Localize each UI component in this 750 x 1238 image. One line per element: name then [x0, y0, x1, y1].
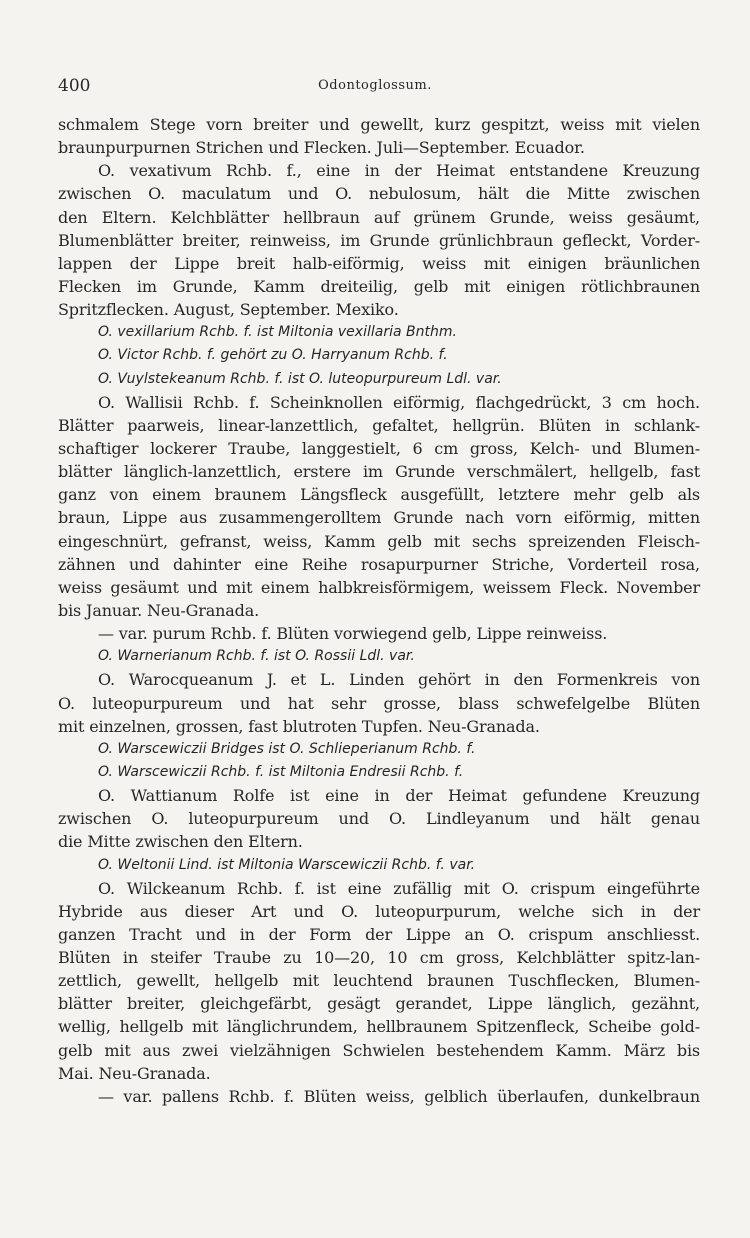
- text-line: — var. pallens Rchb. f. Blüten weiss, gelblich überlaufen, dunkelbraun: [98, 1086, 700, 1106]
- text-line: zettlich, gewellt, hellgelb mit leuchtend braunen Tuschflecken, Blumen-: [58, 971, 700, 991]
- text-line: gelb mit aus zwei vielzähnigen Schwielen bestehendem Kamm. März bis: [58, 1040, 700, 1060]
- text-line: weiss gesäumt und mit einem halbkreisförmigem, weissem Fleck. November: [58, 577, 700, 597]
- text-line: Blumenblätter breiter, reinweiss, im Grunde grünlichbraun gefleckt, Vorder-: [58, 230, 700, 250]
- text-line: schmalem Stege vorn breiter und gewellt, kurz gespitzt, weiss mit vielen: [58, 115, 700, 134]
- text-line: den Eltern. Kelchblätter hellbraun auf grünem Grunde, weiss gesäumt,: [58, 207, 700, 227]
- text-line: O. Wilckeanum Rchb. f. ist eine zufällig mit O. crispum eingeführte: [98, 878, 700, 898]
- text-line: mit einzelnen, grossen, fast blutroten Tupfen. Neu-Granada.: [58, 716, 540, 736]
- text-line: — var. purum Rchb. f. Blüten vorwiegend gelb, Lippe reinweiss.: [98, 624, 608, 644]
- text-line: Hybride aus dieser Art und O. luteopurpurum, welche sich in der: [58, 901, 700, 921]
- body-text: [58, 113, 700, 1108]
- text-line: schaftiger lockerer Traube, langgestielt, 6 cm gross, Kelch- und Blumen-: [58, 438, 700, 458]
- text-line: O. luteopurpureum und hat sehr grosse, blass schwefelgelbe Blüten: [58, 693, 700, 713]
- text-line: Flecken im Grunde, Kamm dreiteilig, gelb mit einigen rötlichbraunen: [58, 276, 700, 296]
- text-line: eingeschnürt, gefranst, weiss, Kamm gelb mit sechs spreizenden Fleisch-: [58, 531, 700, 551]
- text-line: zähnen und dahinter eine Reihe rosapurpurner Striche, Vorderteil rosa,: [58, 554, 700, 574]
- text-line: O. Warscewiczii Bridges ist O. Schlieperianum Rchb. f.: [98, 740, 476, 757]
- text-line: O. Warnerianum Rchb. f. ist O. Rossii Ldl. var.: [98, 648, 415, 665]
- text-line: O. vexativum Rchb. f., eine in der Heimat entstandene Kreuzung: [98, 161, 700, 181]
- text-line: O. vexillarium Rchb. f. ist Miltonia vexillaria Bnthm.: [98, 324, 457, 341]
- text-line: O. Victor Rchb. f. gehört zu O. Harryanum Rchb. f.: [98, 347, 448, 364]
- text-line: braun, Lippe aus zusammengerolltem Grunde nach vorn eiförmig, mitten: [58, 508, 700, 528]
- text-line: O. Warocqueanum J. et L. Linden gehört in den Formenkreis von: [98, 670, 700, 690]
- text-line: braunpurpurnen Strichen und Flecken. Juli—September. Ecuador.: [58, 138, 585, 158]
- text-line: ganzen Tracht und in der Form der Lippe an O. crispum anschliesst.: [58, 924, 700, 944]
- text-line: O. Wallisii Rchb. f. Scheinknollen eiförmig, flachgedrückt, 3 cm hoch.: [98, 392, 700, 412]
- text-line: O. Warscewiczii Rchb. f. ist Miltonia Endresii Rchb. f.: [98, 763, 464, 780]
- text-line: O. Vuylstekeanum Rchb. f. ist O. luteopurpureum Ldl. var.: [98, 370, 502, 387]
- text-line: zwischen O. maculatum und O. nebulosum, hält die Mitte zwischen: [58, 184, 700, 204]
- text-line: die Mitte zwischen den Eltern.: [58, 832, 303, 852]
- text-line: blätter breiter, gleichgefärbt, gesägt gerandet, Lippe länglich, gezähnt,: [58, 994, 700, 1014]
- text-line: O. Weltonii Lind. ist Miltonia Warscewiczii Rchb. f. var.: [98, 856, 476, 873]
- text-line: Spritzflecken. August, September. Mexiko.: [58, 300, 399, 320]
- text-line: wellig, hellgelb mit länglichrundem, hellbraunem Spitzenfleck, Scheibe gold-: [58, 1017, 700, 1037]
- text-line: Blätter paarweis, linear-lanzettlich, gefaltet, hellgrün. Blüten in schlank-: [58, 415, 700, 435]
- text-line: ganz von einem braunem Längsfleck ausgefüllt, letztere mehr gelb als: [58, 485, 700, 505]
- page-number: 400: [58, 76, 91, 96]
- text-line: lappen der Lippe breit halb-eiförmig, weiss mit einigen bräunlichen: [58, 253, 700, 273]
- text-line: zwischen O. luteopurpureum und O. Lindleyanum und hält genau: [58, 809, 700, 829]
- running-title: Odontoglossum.: [318, 78, 432, 93]
- text-line: blätter länglich-lanzettlich, erstere im Grunde verschmälert, hellgelb, fast: [58, 462, 700, 482]
- text-line: bis Januar. Neu-Granada.: [58, 600, 260, 620]
- text-line: Blüten in steifer Traube zu 10—20, 10 cm gross, Kelchblätter spitz-lan-: [58, 948, 700, 968]
- text-line: Mai. Neu-Granada.: [58, 1063, 211, 1083]
- text-line: O. Wattianum Rolfe ist eine in der Heimat gefundene Kreuzung: [98, 786, 700, 806]
